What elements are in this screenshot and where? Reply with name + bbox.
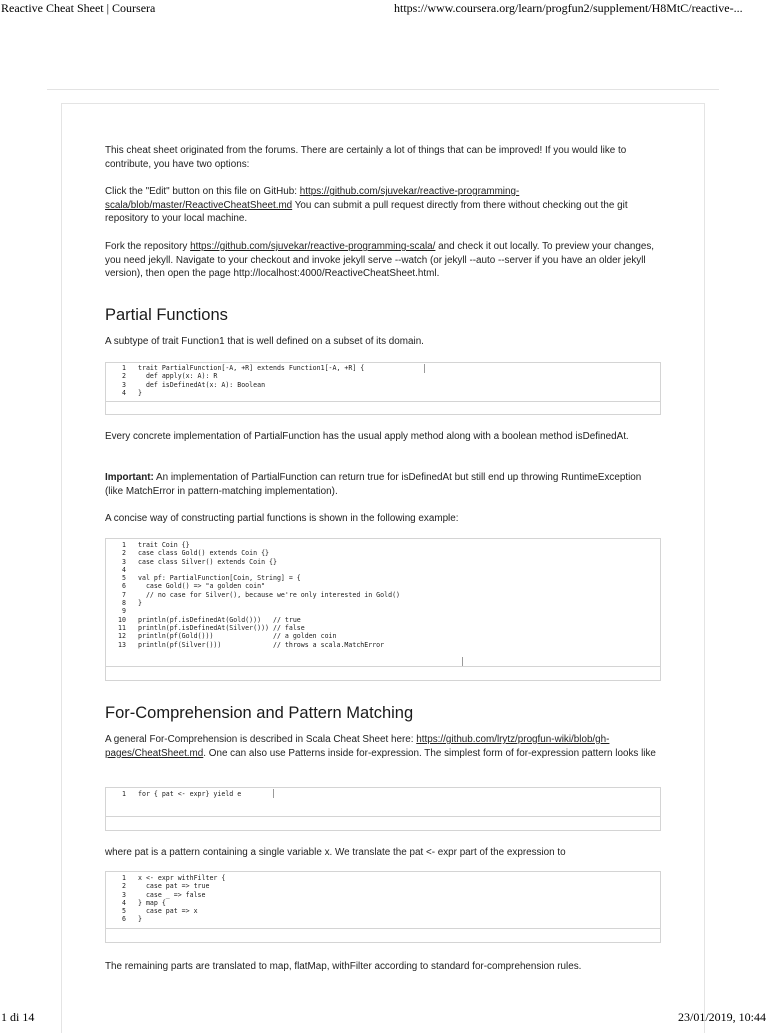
concise-way-paragraph: [105, 512, 661, 526]
line-number: 4: [122, 565, 126, 574]
code-block-footer: [106, 928, 660, 942]
important-label: Important:: [105, 472, 154, 483]
apply-method-text: Every concrete implementation of PartialFunction has the usual apply method along with a boolean method isDefinedAt.: [105, 431, 629, 442]
github-file-link[interactable]: https://github.com/sjuvekar/reactive-programming-scala/blob/master/ReactiveCheatSheet.md: [105, 186, 520, 211]
line-number: 3: [122, 557, 126, 566]
code-lines: [106, 788, 660, 798]
code-line: [106, 891, 660, 899]
apply-method-paragraph: [105, 430, 661, 444]
code-block-footer: [106, 401, 660, 414]
code-text: def apply(x: A): R: [138, 372, 218, 381]
concise-way-text: A concise way of constructing partial functions is shown in the following example:: [105, 513, 459, 524]
fork-option-rest: and check it out locally. To preview your changes, you need jekyll. Navigate to your checkout and invoke jekyll serve --watch (or jekyll --auto --server if you have an older jekyll version), then open the page http://localhost:4000/ReactiveCheatSheet.html.: [105, 241, 655, 280]
code-block-for-expression: [105, 787, 661, 831]
line-number: 13: [118, 640, 126, 649]
code-line: [106, 874, 660, 882]
fork-option-paragraph: [105, 240, 661, 281]
code-line: [106, 632, 660, 640]
important-note-text: An implementation of PartialFunction can return true for isDefinedAt but still end up throwing RuntimeException (like MatchError in pattern-matching implementation).: [105, 472, 642, 497]
code-text: val pf: PartialFunction[Coin, String] = {: [138, 574, 301, 583]
code-text: case _ => false: [138, 890, 206, 899]
header-divider: [47, 89, 719, 90]
line-number: 10: [118, 615, 126, 624]
code-text: } map {: [138, 898, 166, 907]
code-block-coin-example: [105, 538, 661, 681]
code-text: println(pf(Gold())) // a golden coin: [138, 632, 337, 641]
edit-option-rest: You can submit a pull request directly from there without checking out the git repository to your local machine.: [105, 199, 628, 225]
code-line: [106, 381, 660, 389]
code-line: [106, 882, 660, 890]
code-line: [106, 558, 660, 566]
code-block-with-filter: [105, 871, 661, 943]
code-line: [106, 372, 660, 380]
print-header-title: Reactive Cheat Sheet | Coursera: [1, 1, 156, 15]
code-text: case pat => true: [138, 882, 210, 891]
line-number: 1: [122, 874, 126, 882]
code-line: [106, 790, 660, 798]
code-line: [106, 907, 660, 915]
line-number: 4: [122, 388, 126, 397]
code-text: case Gold() => "a golden coin": [138, 582, 266, 591]
code-line: [106, 616, 660, 624]
code-text: }: [138, 915, 142, 924]
code-line: [106, 915, 660, 923]
code-text: def isDefinedAt(x: A): Boolean: [138, 380, 266, 389]
code-line: [106, 641, 660, 649]
code-line: [106, 591, 660, 599]
section-heading-partial-functions: Partial Functions: [105, 306, 228, 324]
code-line: [106, 899, 660, 907]
code-line: [106, 607, 660, 615]
for-comprehension-intro-rest: . One can also use Patterns inside for-expression. The simplest form of for-expression pattern looks like: [203, 747, 656, 759]
edit-option-text: Click the "Edit" button on this file on GitHub:: [105, 186, 300, 197]
code-text: println(pf.isDefinedAt(Silver())) // false: [138, 623, 305, 632]
line-number: 6: [122, 582, 126, 591]
remaining-parts-text: The remaining parts are translated to map, flatMap, withFilter according to standard for-comprehension rules.: [105, 961, 582, 972]
code-line: [106, 574, 660, 582]
text-cursor: [462, 657, 463, 666]
print-header-url: https://www.coursera.org/learn/progfun2/supplement/H8MtC/reactive-...: [394, 1, 743, 15]
code-line: [106, 389, 660, 397]
code-text: x <- expr withFilter {: [138, 874, 226, 882]
code-block-partial-function-trait: [105, 362, 661, 415]
line-number: 3: [122, 890, 126, 899]
scala-cheat-sheet-link[interactable]: https://github.com/lrytz/progfun-wiki/blob/gh-pages/CheatSheet.md: [105, 734, 610, 759]
line-number: 4: [122, 898, 126, 907]
code-line: [106, 599, 660, 607]
line-number: 7: [122, 590, 126, 599]
translation-text: where pat is a pattern containing a single variable x. We translate the pat <- expr part of the expression to: [105, 847, 566, 858]
partial-functions-intro-text: A subtype of trait Function1 that is well defined on a subset of its domain.: [105, 336, 424, 347]
line-number: 1: [122, 541, 126, 549]
line-number: 8: [122, 599, 126, 608]
print-datetime: 23/01/2019, 10:44: [677, 1010, 766, 1024]
line-number: 9: [122, 607, 126, 616]
line-number: 12: [118, 632, 126, 641]
code-line: [106, 541, 660, 549]
remaining-parts-paragraph: [105, 960, 661, 974]
text-cursor: [424, 364, 425, 373]
intro-text: This cheat sheet originated from the forums. There are certainly a lot of things that can be improved! If you would like to contribute, you have two options:: [105, 145, 627, 170]
translation-paragraph: [105, 846, 661, 860]
code-lines: [106, 872, 660, 924]
line-number: 5: [122, 907, 126, 916]
line-number: 3: [122, 380, 126, 389]
code-text: println(pf(Silver())) // throws a scala.MatchError: [138, 640, 385, 649]
page-number: 1 di 14: [1, 1010, 35, 1024]
line-number: 2: [122, 549, 126, 558]
line-number: 5: [122, 574, 126, 583]
code-text: case class Silver() extends Coin {}: [138, 557, 277, 566]
intro-paragraph: [105, 144, 661, 171]
important-note-paragraph: [105, 471, 661, 498]
section-heading-for-comprehension: For-Comprehension and Pattern Matching: [105, 704, 414, 722]
for-comprehension-intro-text: A general For-Comprehension is described in Scala Cheat Sheet here:: [105, 734, 417, 745]
line-number: 1: [122, 364, 126, 372]
github-repo-link[interactable]: https://github.com/sjuvekar/reactive-programming-scala/: [190, 241, 436, 252]
code-text: case pat => x: [138, 907, 198, 916]
print-header: [0, 0, 768, 16]
code-text: println(pf.isDefinedAt(Gold())) // true: [138, 615, 301, 624]
line-number: 11: [118, 623, 126, 632]
text-cursor: [273, 789, 274, 798]
code-block-footer: [106, 816, 660, 830]
code-lines: [106, 363, 660, 397]
code-text: // no case for Silver(), because we're only interested in Gold(): [138, 590, 401, 599]
for-comprehension-intro: [105, 733, 661, 760]
code-line: [106, 624, 660, 632]
line-number: 1: [122, 790, 126, 798]
code-text: case class Gold() extends Coin {}: [138, 549, 270, 558]
code-text: trait PartialFunction[-A, +R] extends Function1[-A, +R] {: [138, 364, 365, 372]
line-number: 2: [122, 372, 126, 381]
code-text: }: [138, 388, 142, 397]
code-line: [106, 566, 660, 574]
code-text: trait Coin {}: [138, 541, 190, 549]
code-text: for { pat <- expr} yield e: [138, 790, 242, 798]
print-footer: [0, 1009, 768, 1025]
code-line: [106, 549, 660, 557]
code-line: [106, 582, 660, 590]
code-lines: [106, 539, 660, 649]
code-line: [106, 364, 660, 372]
fork-option-text: Fork the repository: [105, 241, 191, 252]
code-text: }: [138, 599, 142, 608]
code-block-footer: [106, 666, 660, 680]
edit-option-paragraph: [105, 185, 661, 226]
line-number: 2: [122, 882, 126, 891]
line-number: 6: [122, 915, 126, 924]
partial-functions-intro: [105, 335, 661, 349]
